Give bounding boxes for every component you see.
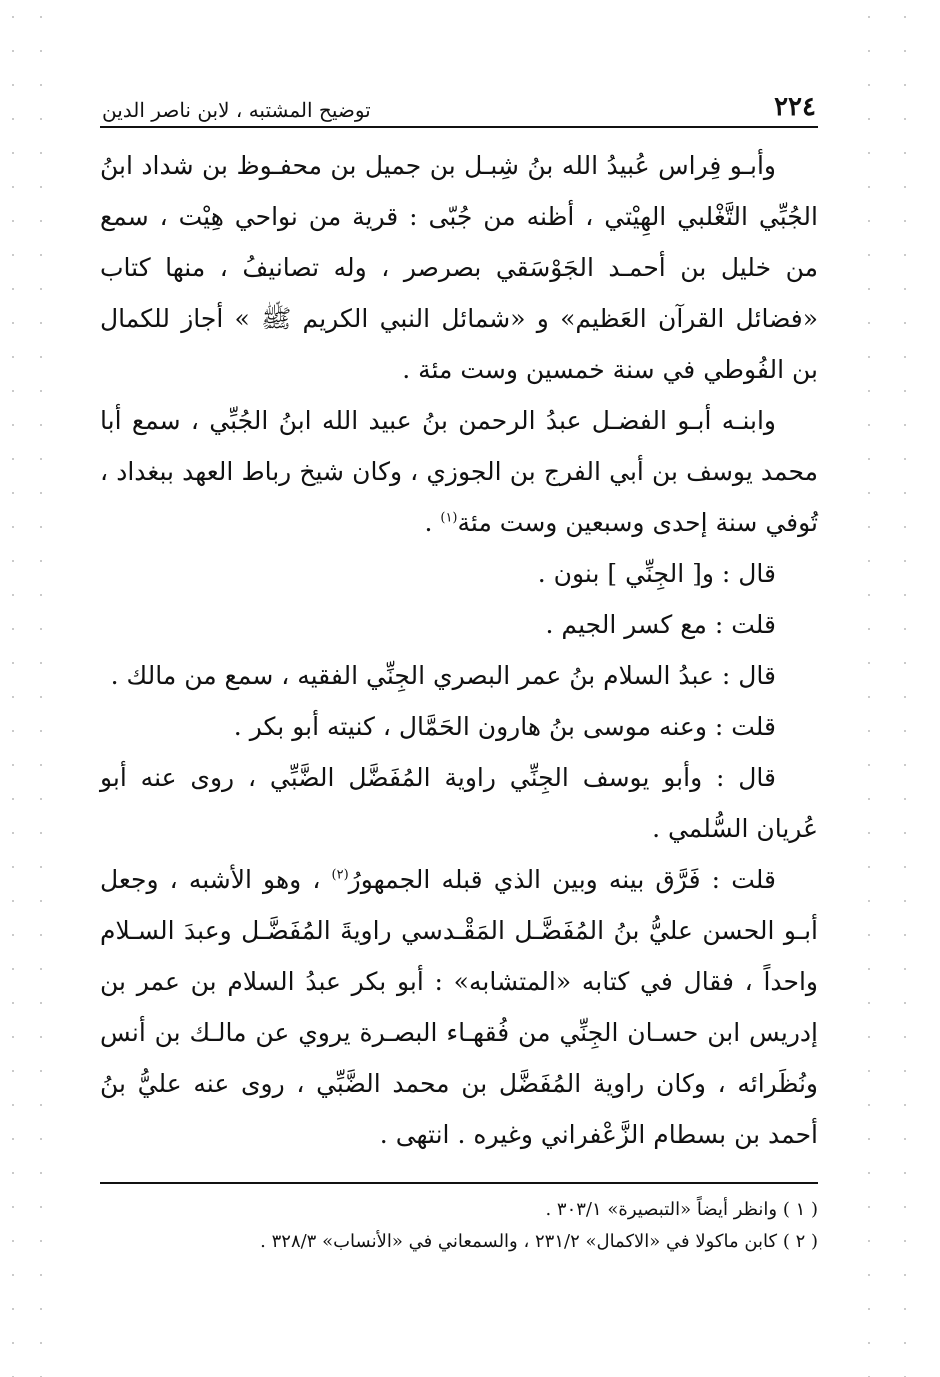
paragraph-final: [100, 854, 818, 1160]
paragraph-abu-firas: وأبـو فِراس عُبيدُ الله بنُ شِبـل بن جميل بن محفـوظ بن شداد ابنُ الجُبِّي التَّغْلبي الهِيْتي ، أظنه من جُبّى : قرية من نواحي هِيْت ، سمع من خليل بن أحمـد الجَوْسَقي بصرصر ، وله تصانيفُ ، منها كتاب «فضائل القرآن العَظيم» و «شمائل النبي الكريم ﷺ » أجاز للكمال بن الفُوطي في سنة خمسين وست مئة .: [100, 151, 818, 384]
scan-dots-right-2: [904, 0, 906, 1377]
footnote-2: ( ٢ ) كابن ماكولا في «الاكمال» ٢٣١/٢ ، والسمعاني في «الأنساب» ٣٢٨/٣ .: [260, 1231, 818, 1252]
exchange-qala-1: قال : و[ الجِنِّي ] بنون .: [537, 559, 776, 588]
page-number: ٢٢٤: [774, 92, 816, 122]
paragraph-final-rest: ، وهو الأشبه ، وجعل أبـو الحسن عليُّ بنُ المُفَضَّـل المَقْـدسي راويةَ المُفَضَّـل وعبدَ السـلام واحداً ، فقال في كتابه «المتشابه» : أبو بكر عبدُ السلام بن عمر بن إدريس ابن حسـان الجِنِّي من فُقهـاء البصـرة يروي عن مالـك بن أنس ونُظَرائه ، وكان راوية المُفَضَّل بن محمد الضَّبِّي ، روى عنه عليُّ بنُ أحمد بن بسطام الزَّعْفراني وغيره . انتهى .: [100, 865, 818, 1149]
footnote-marker-2: (٢): [331, 867, 349, 883]
paragraph-son: [100, 395, 818, 548]
exchange-qala-2: قال : عبدُ السلام بنُ عمر البصري الجِنِّي الفقيه ، سمع من مالك .: [110, 661, 776, 690]
paragraph-final-start: قلت : فَرَّق بينه وبين الذي قبله الجمهورُ: [348, 865, 776, 894]
exchange-qala-3: قال : وأبو يوسف الجِنِّي راوية المُفَضَّل الضَّبِّي ، روى عنه أبو عُريان السُّلمي .: [100, 763, 818, 843]
paragraph-son-end: .: [424, 508, 441, 537]
paragraph-son-text: وابنـه أبـو الفضـل عبدُ الرحمن بنُ عبيد الله ابنُ الجُبِّي ، سمع أبا محمد يوسف بن أبي الفرج بن الجوزي ، وكان شيخ رباط العهد ببغداد ، تُوفي سنة إحدى وسبعين وست مئة: [100, 406, 818, 537]
page-header: [100, 82, 818, 128]
footnotes: [100, 1194, 818, 1258]
footnote-1: ( ١ ) وانظر أيضاً «التبصيرة» ٣٠٣/١ .: [545, 1199, 818, 1220]
footnote-marker-1: (١): [440, 510, 458, 526]
scan-dots-right: [868, 0, 870, 1377]
book-page: [100, 82, 818, 1258]
scan-dots-left-2: [40, 0, 42, 1377]
running-title: توضيح المشتبه ، لابن ناصر الدين: [102, 98, 371, 122]
exchange-qultu-1: قلت : مع كسر الجيم .: [545, 610, 776, 639]
exchange-qultu-2: قلت : وعنه موسى بنُ هارون الحَمَّال ، كنيته أبو بكر .: [233, 712, 776, 741]
main-text: [100, 140, 818, 1160]
scan-dots-left: [12, 0, 14, 1377]
footnote-divider: [100, 1182, 818, 1184]
